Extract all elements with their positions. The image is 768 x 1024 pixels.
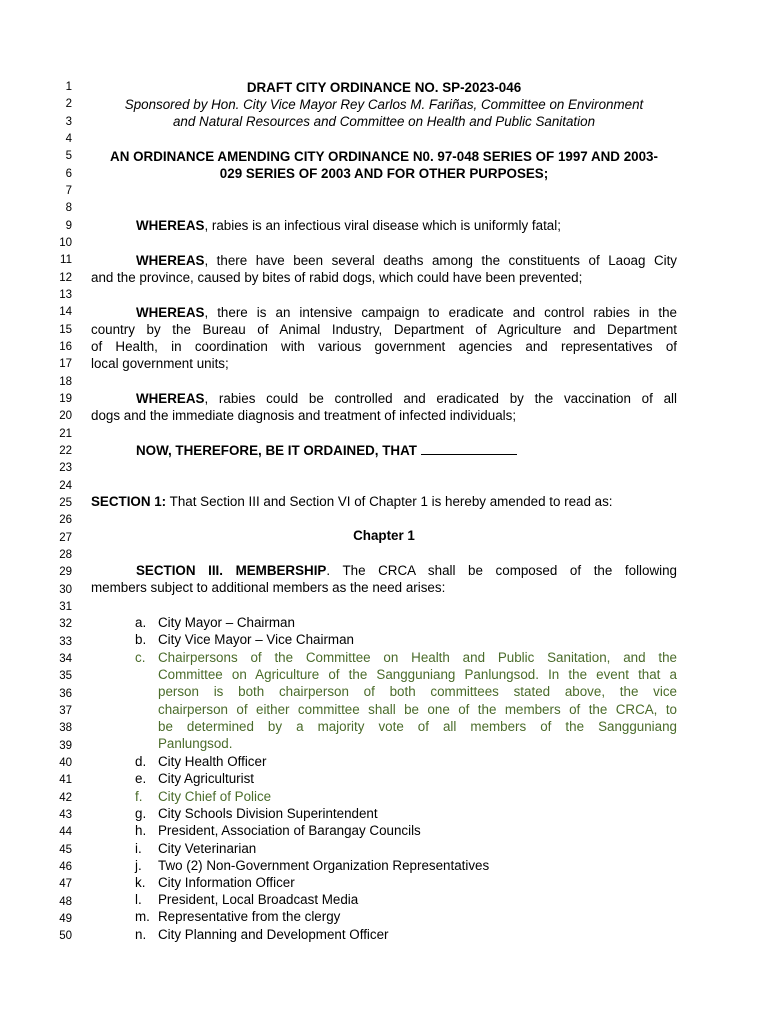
line-number: 37 — [59, 704, 72, 717]
ordained-clause: NOW, THEREFORE, BE IT ORDAINED, THAT — [91, 442, 677, 459]
section-3-label: SECTION III. MEMBERSHIP — [136, 563, 327, 578]
whereas-3-line-3: of Health, in coordination with various government agencies and representatives of — [91, 339, 677, 354]
chapter-heading: Chapter 1 — [353, 528, 415, 543]
list-item: l. President, Local Broadcast Media — [135, 892, 359, 907]
line-number: 24 — [59, 479, 72, 492]
whereas-4-line-1: WHEREAS, rabies could be controlled and eradicated by the vaccination of all — [136, 391, 677, 406]
list-item-amended-continuation: Committee on Agriculture of the Sangguniang Panlungsod. In the event that a — [158, 667, 677, 682]
list-item: b. City Vice Mayor – Vice Chairman — [135, 632, 354, 647]
line-number: 38 — [59, 722, 72, 735]
line-number: 39 — [59, 739, 72, 752]
line-number: 40 — [59, 756, 72, 769]
list-item-amended-continuation: person is both chairperson of both committees stated above, the vice — [158, 684, 677, 699]
line-number: 11 — [60, 254, 72, 267]
line-number: 10 — [59, 237, 72, 249]
blank-line — [421, 442, 517, 455]
line-number: 14 — [59, 306, 72, 319]
line-number: 41 — [59, 774, 72, 787]
sponsor-line-2: and Natural Resources and Committee on Health and Public Sanitation — [172, 114, 596, 129]
list-item: e. City Agriculturist — [135, 771, 254, 786]
whereas-4-line-2: dogs and the immediate diagnosis and treatment of infected individuals; — [91, 408, 517, 423]
list-item: g. City Schools Division Superintendent — [135, 806, 378, 821]
line-number: 23 — [59, 462, 72, 475]
line-number: 3 — [65, 115, 72, 128]
line-number: 4 — [65, 133, 72, 145]
list-item: k. City Information Officer — [135, 875, 295, 890]
line-number: 29 — [59, 566, 72, 579]
line-number: 31 — [59, 600, 72, 613]
line-number: 28 — [59, 548, 72, 561]
line-number: 49 — [59, 912, 72, 925]
line-number: 30 — [59, 583, 72, 596]
list-item-amended-continuation: Panlungsod. — [158, 736, 233, 751]
list-item-amended: c. Chairpersons of the Committee on Health and Public Sanitation, and the — [135, 650, 677, 665]
ordinance-heading-line-2: 029 SERIES OF 2003 AND FOR OTHER PURPOSES; — [219, 166, 549, 181]
list-item: i. City Veterinarian — [135, 841, 257, 856]
line-number: 9 — [65, 219, 72, 232]
section-1-label: SECTION 1: — [91, 494, 167, 509]
line-number: 13 — [59, 289, 72, 301]
line-number: 18 — [59, 375, 72, 388]
line-number: 19 — [59, 392, 72, 405]
ordinance-heading-line-1: AN ORDINANCE AMENDING CITY ORDINANCE N0. 97-048 SERIES OF 1997 AND 2003- — [110, 149, 658, 164]
line-number: 45 — [59, 843, 72, 856]
list-item-amended: f. City Chief of Police — [135, 789, 272, 804]
section-1: SECTION 1: That Section III and Section VI of Chapter 1 is hereby amended to read as: — [91, 494, 613, 509]
line-number: 32 — [59, 618, 72, 631]
whereas-label: WHEREAS — [136, 253, 205, 268]
list-item: a. City Mayor – Chairman — [135, 615, 295, 630]
line-number: 20 — [59, 410, 72, 423]
line-number: 15 — [59, 323, 72, 336]
line-number: 27 — [59, 531, 72, 544]
line-number: 2 — [65, 98, 72, 111]
line-number: 6 — [65, 167, 72, 180]
line-number: 26 — [59, 514, 72, 527]
list-item: h. President, Association of Barangay Councils — [135, 823, 421, 838]
line-number: 33 — [59, 635, 72, 648]
line-number: 8 — [65, 202, 72, 215]
section-3-line-2: members subject to additional members as the need arises: — [91, 580, 446, 595]
line-number: 5 — [65, 150, 72, 163]
line-number: 22 — [59, 444, 72, 457]
line-number: 12 — [59, 271, 72, 284]
line-number: 16 — [59, 340, 72, 353]
whereas-2-line-1: WHEREAS, there have been several deaths among the constituents of Laoag City — [136, 253, 677, 268]
list-item: m. Representative from the clergy — [135, 909, 341, 924]
line-number: 7 — [65, 185, 72, 197]
sponsor-line-1: Sponsored by Hon. City Vice Mayor Rey Carlos M. Fariñas, Committee on Environment — [124, 97, 644, 112]
whereas-label: WHEREAS — [136, 305, 205, 320]
ordinance-title: DRAFT CITY ORDINANCE NO. SP-2023-046 — [246, 80, 522, 95]
list-item-amended-continuation: be determined by a majority vote of all members of the Sangguniang — [158, 719, 677, 734]
whereas-3-line-4: local government units; — [91, 356, 229, 371]
whereas-3-line-2: country by the Bureau of Animal Industry, Department of Agriculture and Department — [91, 322, 677, 337]
line-number: 36 — [59, 687, 72, 700]
whereas-label: WHEREAS — [136, 218, 205, 233]
list-item: n. City Planning and Development Officer — [135, 927, 389, 942]
line-number: 46 — [59, 860, 72, 873]
line-number: 43 — [59, 808, 72, 821]
line-number: 34 — [59, 652, 72, 665]
line-number: 17 — [59, 358, 72, 371]
line-number: 42 — [59, 791, 72, 804]
whereas-2-line-2: and the province, caused by bites of rabid dogs, which could have been prevented; — [91, 270, 583, 285]
whereas-label: WHEREAS — [136, 391, 205, 406]
list-item: j. Two (2) Non-Government Organization Representatives — [135, 858, 490, 873]
whereas-1: WHEREAS, rabies is an infectious viral disease which is uniformly fatal; — [136, 218, 561, 233]
line-number: 50 — [59, 930, 72, 943]
line-number: 35 — [59, 670, 72, 683]
line-number: 44 — [59, 826, 72, 839]
line-number: 48 — [59, 895, 72, 908]
line-number: 1 — [65, 81, 72, 93]
line-number: 25 — [59, 496, 72, 509]
section-3-line-1: SECTION III. MEMBERSHIP. The CRCA shall be composed of the following — [136, 563, 677, 578]
whereas-3-line-1: WHEREAS, there is an intensive campaign to eradicate and control rabies in the — [136, 305, 677, 320]
list-item: d. City Health Officer — [135, 754, 267, 769]
line-number: 47 — [59, 878, 72, 891]
list-item-amended-continuation: chairperson of either committee shall be one of the members of the CRCA, to — [158, 702, 677, 717]
line-number: 21 — [59, 427, 72, 440]
